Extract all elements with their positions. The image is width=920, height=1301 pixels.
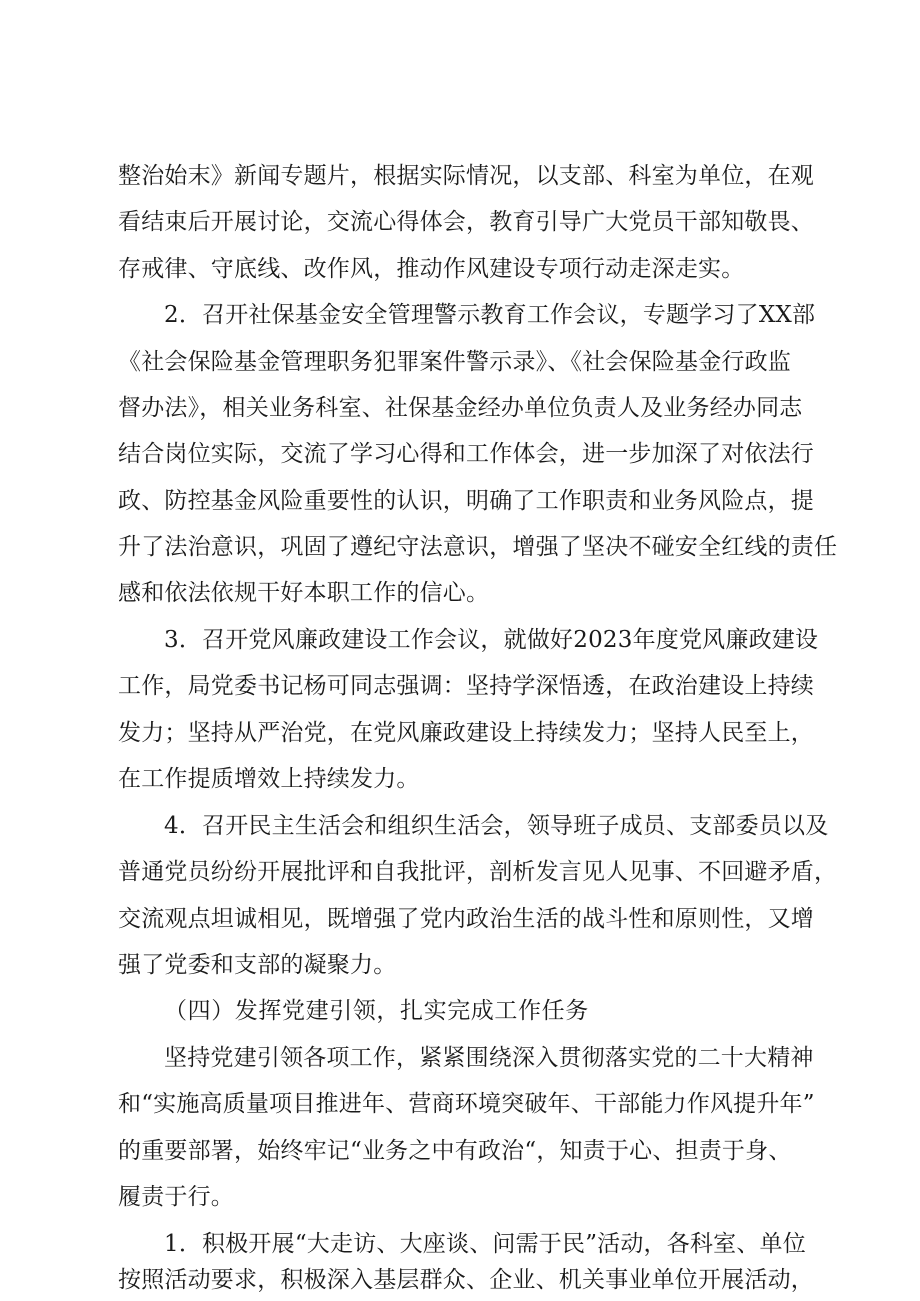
text-line-10: 感和依法依规干好本职工作的信心。: [118, 580, 490, 606]
paragraph-6-start: 1．积极开展“大走访、大座谈、问需于民”活动，各科室、单位: [164, 1231, 806, 1257]
text-line-6: 督办法》，相关业务科室、社保基金经办单位负责人及业务经办同志: [118, 395, 803, 421]
paragraph-4-start: 4．召开民主生活会和组织生活会，领导班子成员、支部委员以及: [164, 813, 829, 839]
text-line-21: 和“实施高质量项目推进年、营商环境突破年、干部能力作风提升年”: [118, 1091, 815, 1117]
text-line-8: 政、防控基金风险重要性的认识，明确了工作职责和业务风险点，提: [118, 488, 814, 514]
text-line-25: 按照活动要求，积极深入基层群众、企业、机关事业单位开展活动，: [118, 1267, 814, 1293]
paragraph-3-start: 3．召开党风廉政建设工作会议，就做好2023年度党风廉政建设: [164, 627, 819, 653]
paragraph-2-start: 2．召开社保基金安全管理警示教育工作会议，专题学习了XX部: [164, 302, 816, 328]
text-line-12: 工作，局党委书记杨可同志强调：坚持学深悟透，在政治建设上持续: [118, 673, 814, 699]
paragraph-5-start: 坚持党建引领各项工作，紧紧围绕深入贯彻落实党的二十大精神: [164, 1045, 814, 1071]
section-heading: （四）发挥党建引领，扎实完成工作任务: [164, 998, 589, 1024]
text-line-5: 《社会保险基金管理职务犯罪案件警示录》、《社会保险基金行政监: [118, 349, 791, 375]
text-line-13: 发力；坚持从严治党，在党风廉政建设上持续发力；坚持人民至上，: [118, 720, 814, 746]
text-line-3: 存戒律、守底线、改作风，推动作风建设专项行动走深走实。: [118, 256, 745, 282]
text-line-7: 结合岗位实际，交流了学习心得和工作体会，进一步加深了对依法行: [118, 441, 814, 467]
text-line-17: 交流观点坦诚相见，既增强了党内政治生活的战斗性和原则性，又增: [118, 906, 814, 932]
text-line-22: 的重要部署，始终牢记“业务之中有政治“，知责于心、担责于身、: [118, 1138, 792, 1164]
text-line-9: 升了法治意识，巩固了遵纪守法意识，增强了坚决不碰安全红线的责任: [118, 534, 838, 560]
text-line-16: 普通党员纷纷开展批评和自我批评，剖析发言见人见事、不回避矛盾，: [118, 859, 838, 885]
text-line-18: 强了党委和支部的凝聚力。: [118, 952, 397, 978]
text-line-2: 看结束后开展讨论，交流心得体会，教育引导广大党员干部知敬畏、: [118, 209, 814, 235]
text-line-14: 在工作提质增效上持续发力。: [118, 766, 420, 792]
text-line-1: 整治始末》新闻专题片，根据实际情况，以支部、科室为单位，在观: [118, 163, 814, 189]
text-line-23: 履责于行。: [118, 1184, 234, 1210]
